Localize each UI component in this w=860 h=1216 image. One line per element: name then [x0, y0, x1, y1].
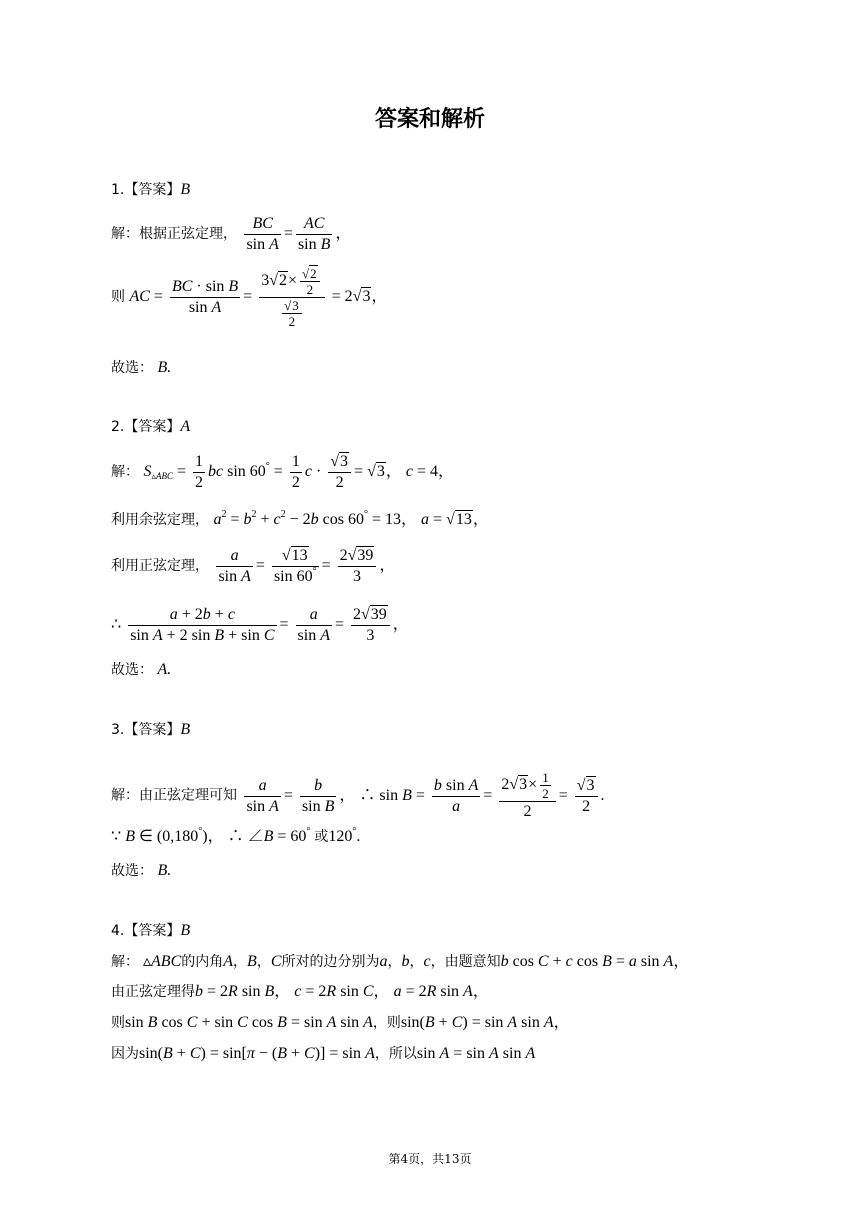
- q4-sides: a: [379, 953, 388, 970]
- q3-head-label: 3.【答案】: [111, 722, 181, 738]
- q4-l2-prefix: 由正弦定理得: [111, 984, 195, 1000]
- q1-header: [111, 180, 190, 200]
- q2-header: [111, 417, 190, 437]
- q3-answer: B: [180, 721, 191, 738]
- q1-line2: [111, 266, 387, 329]
- q2-l1-prefix: 解：: [111, 464, 139, 481]
- q1-formula-sine-law: $\frac{BC}{\text{sin A}}$ = $\frac{AC}{\text{sin B}}$ ，: [246, 215, 352, 253]
- q4-line2: [111, 982, 489, 1002]
- q2-formula-result: ∴ $\frac{a + 2b + c}{\text{sin A + 2 sin B + sin C}}$ = $\frac{a}{\text{sin A}}$ = $\frac{2√39}{3}$ ，: [111, 606, 409, 644]
- q4-angles: A: [223, 953, 234, 970]
- q3-line2: [111, 827, 360, 847]
- q4-l4-mid: ，所以: [374, 1046, 417, 1062]
- q4-answer: B: [180, 922, 191, 939]
- q1-head-label: 1.【答案】: [111, 182, 181, 198]
- q1-select-label: 故选：: [111, 360, 153, 376]
- q4-l1-b: 的内角: [181, 954, 224, 970]
- q1-line3: [111, 358, 171, 378]
- q2-formula-cosine-law: $a^2 = b^2 + c^2 - 2b$ cos 60° = 13， a = √13，: [213, 509, 489, 528]
- q3-select-label: 故选：: [111, 863, 153, 879]
- page-title: 答案和解析: [374, 107, 485, 132]
- q3-select-answer: B.: [157, 862, 172, 879]
- q4-line1: 解： ▵ABC的内角A，B，C所对的边分别为a，b，c，由题意知b cos C + c cos B = a sin A，: [111, 953, 690, 970]
- q4-formula-conclusion: sin A = sin A sin A: [416, 1045, 536, 1062]
- q3-or-text: 或: [314, 829, 329, 845]
- q2-line3: [111, 546, 395, 587]
- q2-formula-sine-law: $\frac{a}{\text{sin A}}$ = $\frac{√13}{\sin 60^\circ}$ = $\frac{2√39}{3}$ ，: [218, 547, 396, 585]
- q3-formula-angle: ∵ B ∈ (0,180°)， ∴ ∠B = 60°: [111, 826, 311, 845]
- q4-l1-c: 所对的边分别为: [281, 954, 380, 970]
- q4-l4-prefix: 因为: [111, 1046, 139, 1062]
- q4-l3-prefix: 则: [111, 1015, 125, 1031]
- q2-head-label: 2.【答案】: [111, 419, 181, 435]
- q4-line3: [111, 1013, 570, 1033]
- q1-l1-prefix: 解：根据正弦定理，: [111, 226, 237, 243]
- q2-line4: [111, 605, 409, 646]
- q2-select-answer: A.: [157, 661, 172, 678]
- q1-formula-ac: AC = $\frac{\text{BC · sin B}}{\text{sin A}}$ = 3√2× $\frac{√2}{2}$ $\frac{√3}{2}$ = 2√3，: [129, 266, 388, 329]
- q4-header: [111, 921, 190, 941]
- q2-line5: [111, 660, 171, 680]
- q2-line2: [111, 510, 489, 530]
- q2-formula-area: $S_{▵ABC}$ = $\frac{1}{2}$ bc sin 60° = $\frac{1}{2}$ c · $\frac{√3}{2}$ = √3， c = 4，: [143, 453, 455, 491]
- q4-triangle: ▵ABC: [139, 953, 182, 970]
- q1-select-answer: B.: [157, 359, 172, 376]
- q2-l2-prefix: 利用余弦定理，: [111, 512, 209, 528]
- q4-head-label: 4.【答案】: [111, 923, 181, 939]
- q4-l1-d: ，由题意知: [430, 954, 501, 970]
- q3-header: [111, 720, 190, 740]
- q4-l3-mid: ，则: [372, 1015, 401, 1031]
- page-footer: 第4页，共13页: [388, 1152, 472, 1166]
- q4-formula-given: b cos C + c cos B = a sin A，: [500, 953, 690, 970]
- q4-formula-sum: sin B cos C + sin C cos B = sin A sin A: [125, 1014, 373, 1031]
- q2-l3-prefix: 利用正弦定理，: [111, 558, 209, 575]
- q4-line4: [111, 1044, 535, 1064]
- q4-formula-identity: sin(B + C) = sin[π − (B + C)] = sin A: [139, 1045, 375, 1062]
- q2-answer: A: [180, 418, 191, 435]
- q2-select-label: 故选：: [111, 662, 153, 678]
- q4-l1-a: 解：: [111, 954, 139, 970]
- q3-line3: [111, 861, 171, 881]
- q4-formula-sum2: sin(B + C) = sin A sin A，: [400, 1014, 570, 1031]
- q3-line1: [111, 770, 605, 822]
- q3-formula-120: 120°.: [328, 826, 361, 845]
- q4-formula-sine-law: b = 2R sin B， c = 2R sin C， a = 2R sin A，: [195, 983, 489, 1000]
- q2-line1: [111, 452, 454, 493]
- q3-l1-prefix: 解：由正弦定理可知: [111, 787, 237, 804]
- q1-l2-prefix: 则: [111, 289, 125, 306]
- q1-answer: B: [180, 181, 191, 198]
- q1-line1: [111, 214, 351, 255]
- q3-formula-sinb: $\frac{a}{\text{sin A}}$ = $\frac{b}{\text{sin B}}$ ， ∴ sin B = $\frac{\text{b sin A}}{a}$ = 2√3× $\frac{1}{2}$ 2 = $\frac{√3}{2}$ .: [246, 770, 605, 820]
